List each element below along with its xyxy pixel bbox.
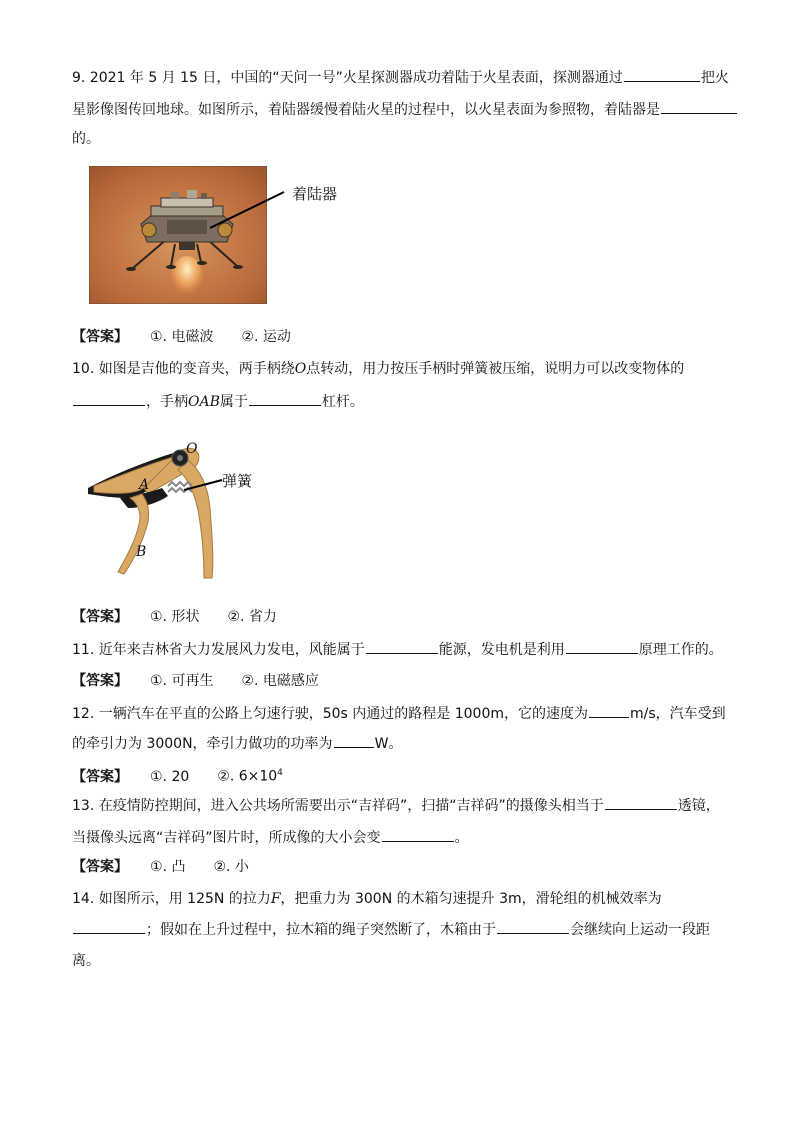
answer-option-2: ②. 电磁感应: [241, 673, 319, 689]
q10-line-2: [72, 390, 724, 412]
q13-text: 13. 在疫情防控期间，进入公共场所需要出示“吉祥码”，扫描“吉祥码”的摄像头相当于: [72, 798, 604, 814]
q14-text: ；假如在上升过程中，拉木箱的绳子突然断了，木箱由于: [146, 922, 496, 938]
answer-label: 【答案】: [72, 859, 128, 875]
answer-option-2: ②. 运动: [241, 329, 291, 345]
q11-text: 原理工作的。: [638, 642, 723, 658]
q10-text: 点转动，用力按压手柄时弹簧被压缩，说明力可以改变物体的: [306, 361, 685, 377]
answer-exponent: 4: [277, 768, 283, 778]
q14-line-3: [72, 950, 724, 972]
q12-line-1: [72, 702, 724, 724]
q13-line-2: [72, 826, 724, 848]
answer-option-2: ②. 省力: [227, 609, 277, 625]
q14-text: 14. 如图所示，用 125N 的拉力: [72, 891, 271, 907]
q9-line-2: [72, 98, 724, 120]
answer-blank: [249, 390, 321, 406]
q13-text: 透镜，: [677, 798, 720, 814]
q14-text: 会继续向上运动一段距: [570, 922, 710, 938]
answer-option-2: ②. 6×10: [217, 768, 278, 785]
answer-label: 【答案】: [72, 768, 128, 785]
q10-text: 属于: [219, 394, 248, 410]
q9-text: 星影像图传回地球。如图所示，着陆器缓慢着陆火星的过程中，以火星表面为参照物，着陆器是: [72, 102, 660, 118]
q10-line-1: [72, 358, 724, 380]
q11-text: 11. 近年来吉林省大力发展风力发电，风能属于: [72, 642, 365, 658]
answer-label: 【答案】: [72, 609, 128, 625]
answer-label: 【答案】: [72, 329, 128, 345]
answer-blank: [566, 638, 638, 654]
q10-text: 10. 如图是吉他的变音夹，两手柄绕: [72, 361, 295, 377]
q9-text: 把火: [700, 70, 729, 86]
q13-text: 。: [454, 830, 469, 846]
lander-callout-line: [180, 186, 290, 236]
q14-italic-F: F: [270, 891, 281, 907]
q11-text: 能源，发电机是利用: [438, 642, 565, 658]
q9-text: 的。: [72, 131, 100, 147]
q14-text: 离。: [72, 953, 100, 969]
answer-blank: [73, 390, 145, 406]
q12-line-2: [72, 732, 724, 754]
q13-answer: [72, 856, 724, 878]
answer-blank: [589, 702, 629, 718]
q11-answer: [72, 670, 724, 692]
q12-answer: [72, 762, 724, 784]
q9-text: 9. 2021 年 5 月 15 日，中国的“天问一号”火星探测器成功着陆于火星表面，探测器通过: [72, 70, 623, 86]
answer-blank: [497, 918, 569, 934]
spring-label: 弹簧: [222, 472, 253, 490]
q10-text: 杠杆。: [321, 394, 364, 410]
answer-option-1: ①. 电磁波: [150, 329, 214, 345]
point-label-O: O: [186, 441, 198, 457]
q12-text: 12. 一辆汽车在平直的公路上匀速行驶，50s 内通过的路程是 1000m，它的速度为: [72, 706, 588, 722]
q10-italic-O: O: [294, 361, 307, 377]
answer-blank: [624, 66, 700, 82]
q13-line-1: [72, 794, 724, 816]
q12-text: W。: [374, 736, 403, 752]
answer-option-1: ①. 形状: [150, 609, 200, 625]
q9-line-1: [72, 66, 729, 88]
answer-option-1: ①. 可再生: [150, 673, 214, 689]
q10-answer: [72, 606, 724, 628]
q12-text: 的牵引力为 3000N，牵引力做功的功率为: [72, 736, 333, 752]
point-label-B: B: [136, 544, 147, 560]
point-label-A: A: [139, 477, 150, 493]
q13-text: 当摄像头远离“吉祥码”图片时，所成像的大小会变: [72, 830, 381, 846]
answer-label: 【答案】: [72, 673, 128, 689]
q14-text: ，把重力为 300N 的木箱匀速提升 3m，滑轮组的机械效率为: [280, 891, 662, 907]
answer-blank: [334, 732, 374, 748]
q11-line-1: [72, 638, 724, 660]
answer-blank: [661, 98, 737, 114]
q9-line-3: [72, 128, 724, 150]
q9-answer: [72, 326, 724, 348]
guitar-capo-figure: [84, 436, 274, 582]
answer-blank: [73, 918, 145, 934]
answer-blank: [366, 638, 438, 654]
answer-option-1: ①. 凸: [150, 859, 186, 875]
answer-blank: [605, 794, 677, 810]
q12-text: m/s，汽车受到: [630, 706, 726, 722]
answer-blank: [382, 826, 454, 842]
q10-italic-OAB: OAB: [188, 394, 220, 410]
q14-line-2: [72, 918, 724, 940]
answer-option-1: ①. 20: [150, 768, 190, 785]
q10-text: ，手柄: [146, 394, 188, 410]
answer-option-2: ②. 小: [213, 859, 249, 875]
q14-line-1: [72, 888, 724, 910]
lander-label: 着陆器: [292, 185, 338, 203]
